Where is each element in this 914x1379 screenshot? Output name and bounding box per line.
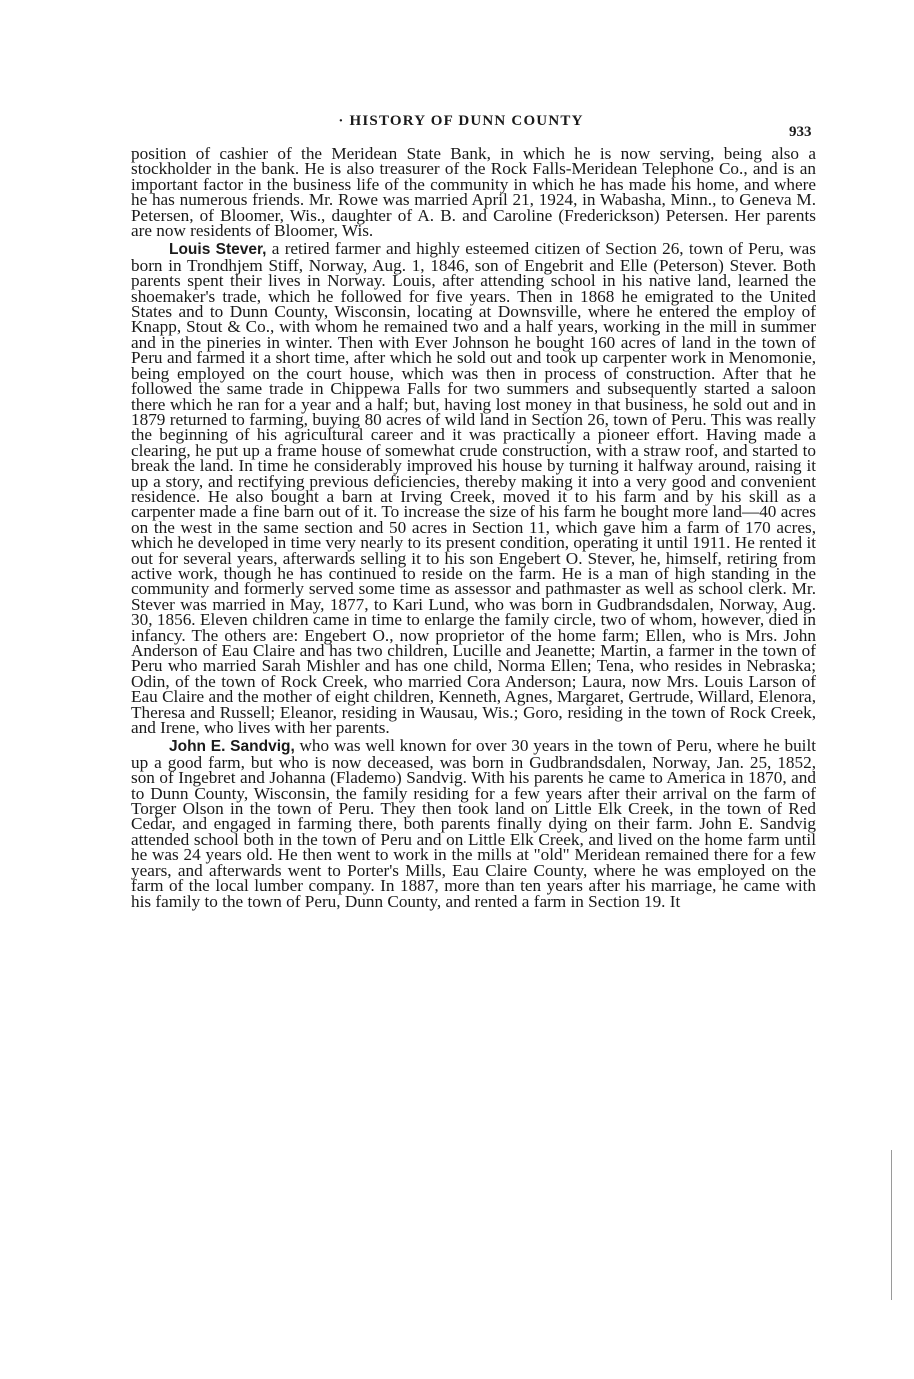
paragraph-text: position of cashier of the Meridean State Bank, in which he is now serving, being also a stockholder in the bank. He is also treasurer of the Rock Falls-Meridean Telephone Co., and is an important factor in the business life of the community in which he has made his home, and where he has numerous friends. Mr. Rowe was married April 21, 1924, in Wabasha, Minn., to Geneva M. Petersen, of Bloomer, Wis., daughter of A. B. and Caroline (Frederickson) Petersen. Her parents are now residents of Bloomer, Wis.: [131, 144, 816, 241]
paragraph-text: a retired farmer and highly esteemed citizen of Section 26, town of Peru, was born in Trondhjem Stiff, Norway, Aug. 1, 1846, son of Engebrit and Elle (Peterson) Stever. Both parents spent their lives in Norway. Louis, after attending school in his native land, learned the shoemaker's trade, which he followed for five years. Then in 1868 he emigrated to the United States and to Dunn County, Wisconsin, locating at Downsville, where he entered the employ of Knapp, Stout & Co., with whom he remained two and a half years, working in the mill in summer and in the pineries in winter. Then with Ever Johnson he bought 160 acres of land in the town of Peru and farmed it a short time, after which he sold out and took up carpenter work in Menomonie, being employed on the court house, which was then in process of construction. After that he followed the same trade in Chippewa Falls for two summers and subsequently started a saloon there which he ran for a year and a half; but, having lost money in that business, he sold out and in 1879 returned to farming, buying 80 acres of wild land in Section 26, town of Peru. This was really the beginning of his agricultural career and it was practically a pioneer effort. Having made a clearing, he put up a frame house of somewhat crude construction, with a straw roof, and started to break the land. In time he considerably improved his house by turning it halfway around, raising it up a story, and rectifying previous deficiencies, thereby making it into a very good and convenient residence. He also bought a barn at Irving Creek, moved it to his farm and by his skill as a carpenter made a fine barn out of it. To increase the size of his farm he bought more land—40 acres on the west in the same section and 50 acres in Section 11, which gave him a farm of 170 acres, which he developed in time very nearly to its present condition, operating it until 1911. He rented it out for several years, afterwards selling it to his son Engebert O. Stever, he, himself, retiring from active work, though he has continued to reside on the farm. He is a man of high standing in the community and formerly served some time as assessor and pathmaster as well as school clerk. Mr. Stever was married in May, 1877, to Kari Lund, who was born in Gudbrandsdalen, Norway, Aug. 30, 1856. Eleven children came in time to enlarge the family circle, two of whom, however, died in infancy. The others are: Engebert O., now proprietor of the home farm; Ellen, who is Mrs. John Anderson of Eau Claire and has two children, Lucille and Jeanette; Martin, a farmer in the town of Peru who married Sarah Mishler and has one child, Norma Ellen; Tena, who resides in Nebraska; Odin, of the town of Rock Creek, who married Cora Anderson; Laura, now Mrs. Louis Larson of Eau Claire and the mother of eight children, Kenneth, Agnes, Margaret, Gertrude, Willard, Elenora, Theresa and Russell; Eleanor, residing in Wausau, Wis.; Goro, residing in the town of Rock Creek, and Irene, who lives with her parents.: [131, 239, 816, 738]
paragraph-john-sandvig: [131, 736, 816, 911]
running-head: [0, 112, 914, 130]
scan-edge-line: [891, 1150, 892, 1300]
running-title: · HISTORY OF DUNN COUNTY: [338, 113, 584, 129]
page-number: 933: [789, 124, 812, 140]
paragraph-text: who was well known for over 30 years in the town of Peru, where he built up a good farm, but who is now deceased, was born in Gudbrandsdalen, Norway, Jan. 25, 1852, son of Ingebret and Johanna (Flademo) Sandvig. With his parents he came to America in 1870, and to Dunn County, Wisconsin, the family residing for a few years after their arrival on the farm of Torger Olson in the town of Peru. They then took land on Little Elk Creek, in the town of Red Cedar, and engaged in farming there, both parents finally dying on their farm. John E. Sandvig attended school both in the town of Peru and on Little Elk Creek, and lived on the home farm until he was 24 years old. He then went to work in the mills at "old" Meridean remained there for a few years, and afterwards went to Porter's Mills, Eau Claire County, where he was employed on the farm of the local lumber company. In 1887, more than ten years after his marriage, he came with his family to the town of Peru, Dunn County, and rented a farm in Section 19. It: [131, 736, 816, 911]
body-text: [131, 146, 816, 909]
entry-name: Louis Stever,: [169, 241, 267, 259]
entry-name: John E. Sandvig,: [169, 738, 295, 756]
paragraph-louis-stever: [131, 239, 816, 738]
paragraph-rowe-continuation: [131, 144, 816, 241]
